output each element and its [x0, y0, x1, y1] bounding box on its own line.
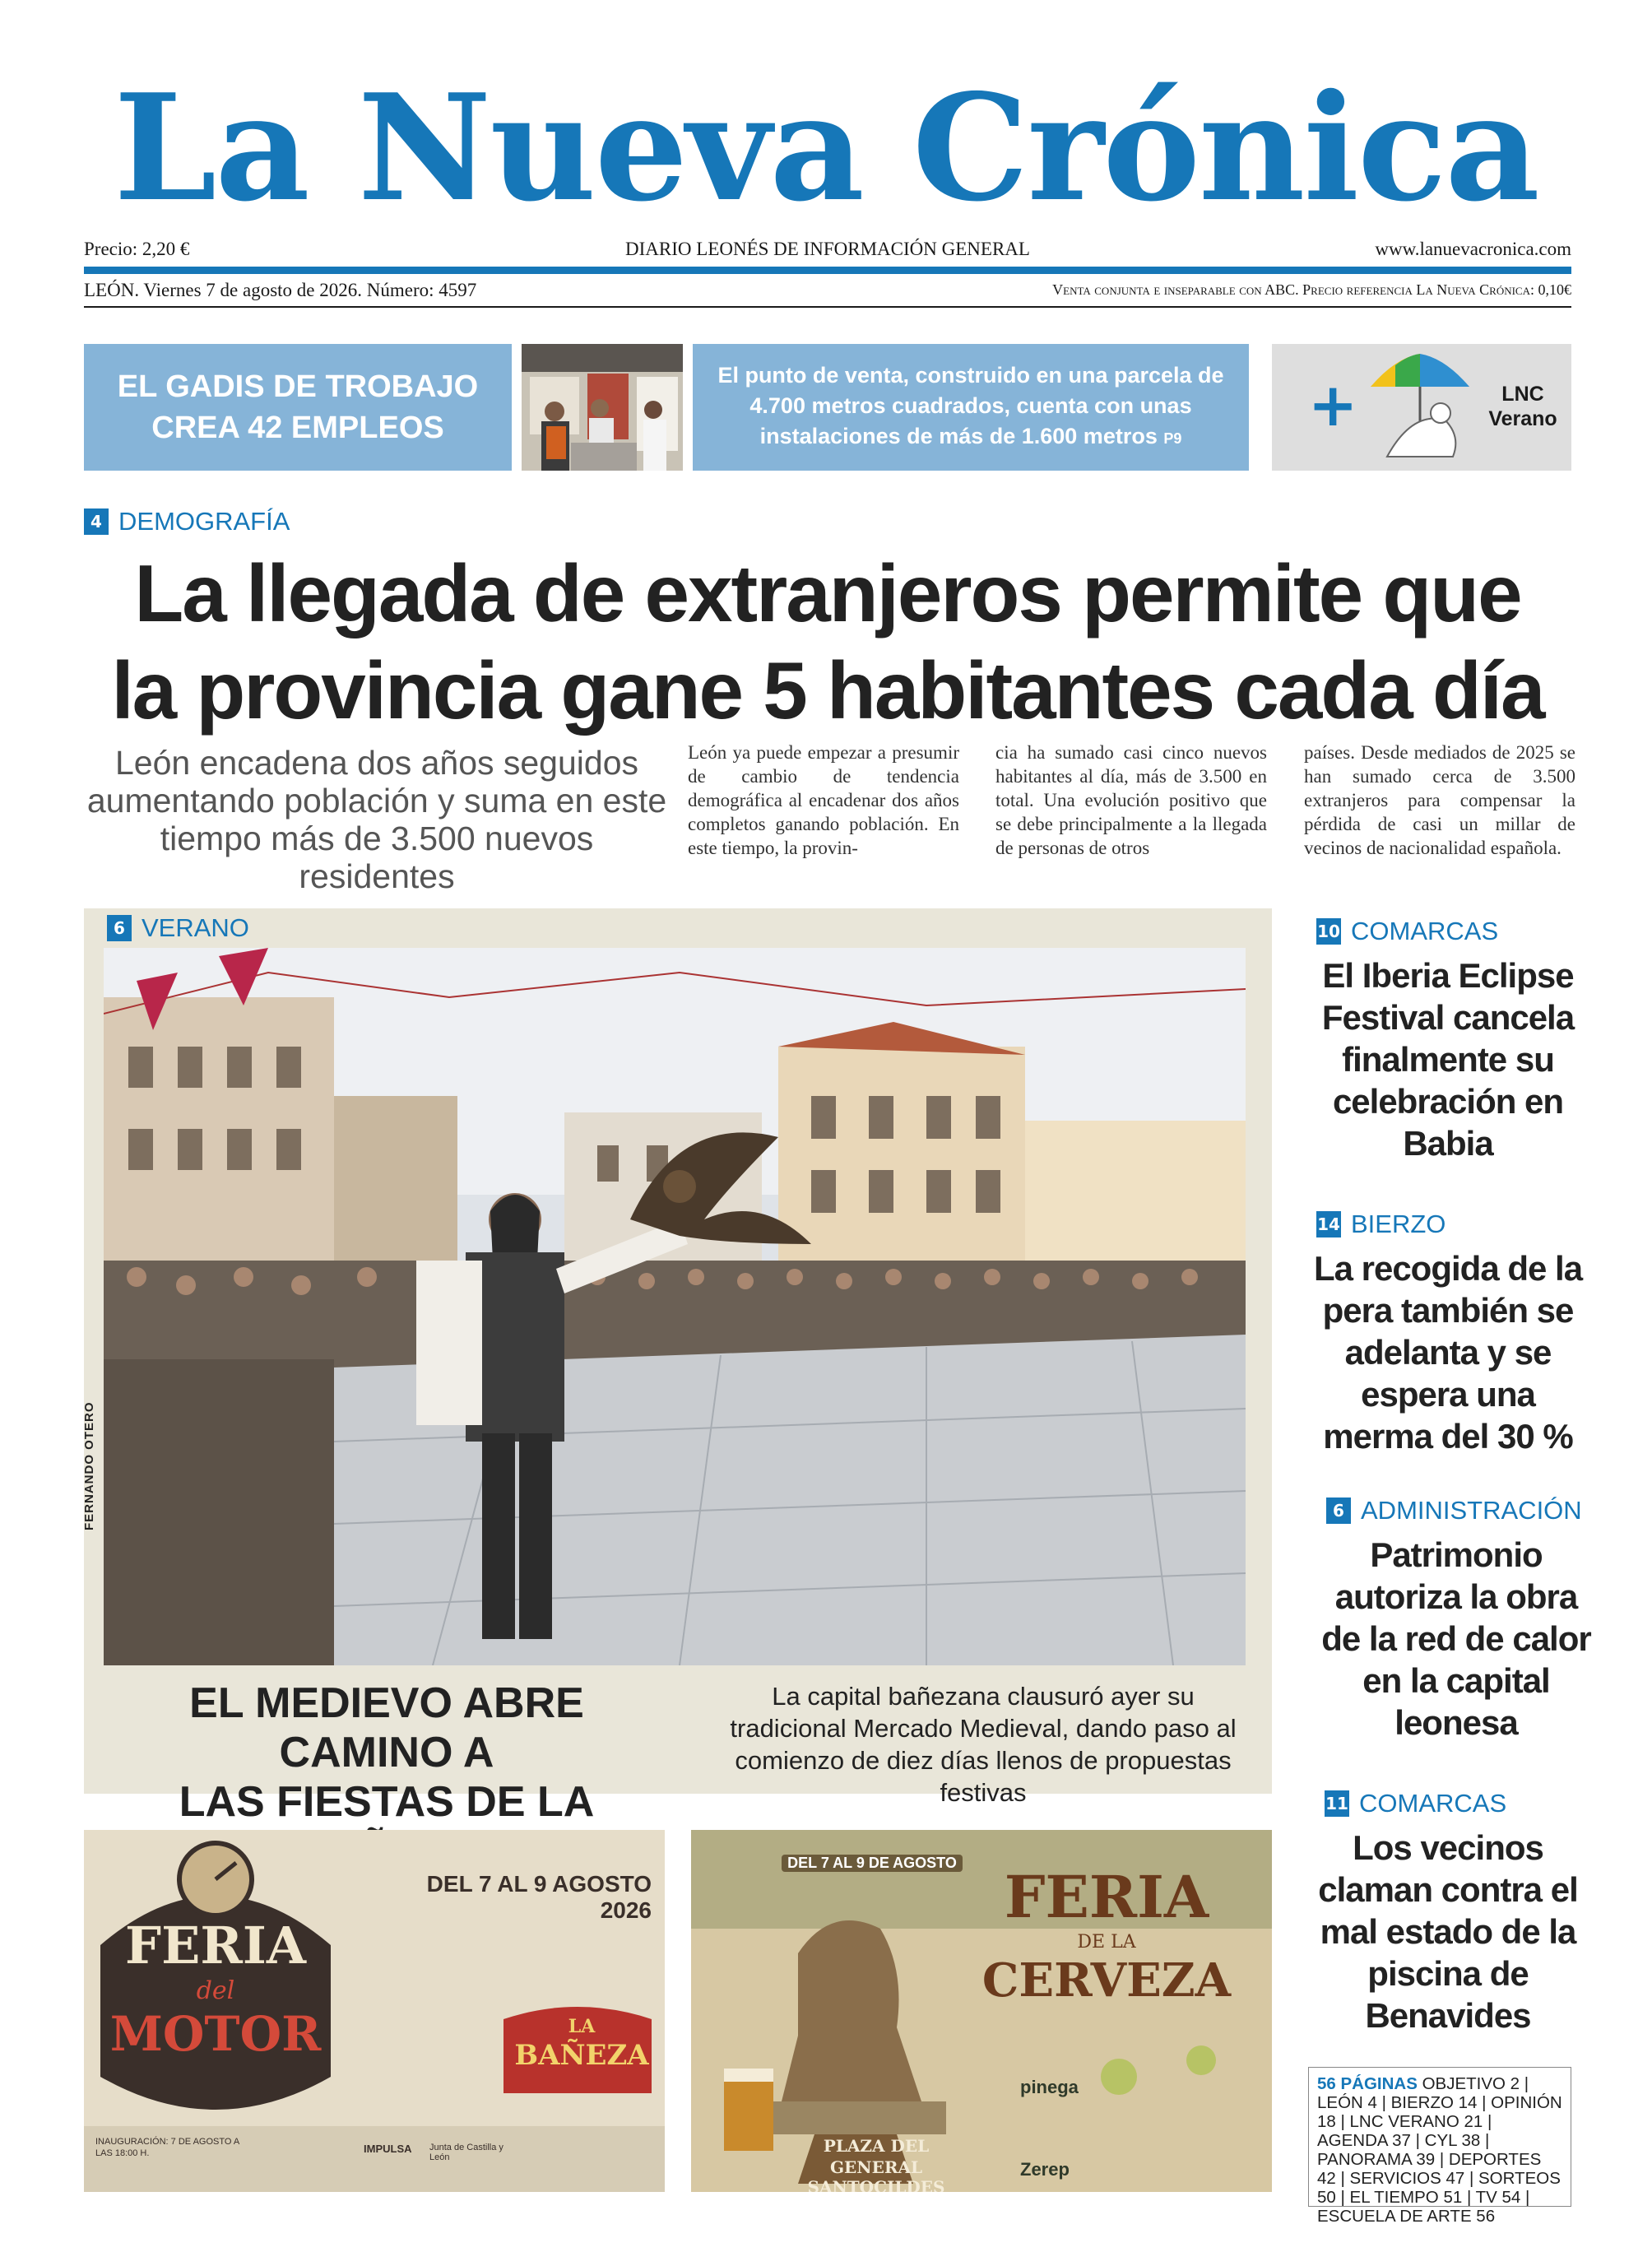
side-story-2-headline[interactable]: La recogida de la pera también se adelanta y se espera una merma del 30 %: [1313, 1249, 1583, 1456]
promo-line-2: CREA 42 EMPLEOS: [151, 411, 444, 445]
cerveza-sponsor-2: Zerep: [1020, 2159, 1070, 2180]
feria-cerveza-ad[interactable]: [691, 1830, 1272, 2192]
dateline-rule: [84, 306, 1571, 308]
lnc-label: LNC: [1501, 383, 1544, 406]
side-story-4-kicker: [1325, 1789, 1506, 1818]
promo-page-ref: P9: [1163, 430, 1182, 447]
motor-town-2: BAÑEZA: [514, 2039, 649, 2072]
verano-headline-line-1: EL MEDIEVO ABRE CAMINO A: [189, 1679, 584, 1776]
masthead-topline: [84, 239, 1571, 265]
motor-title-2: del: [196, 1976, 235, 2005]
plus-icon: +: [1308, 370, 1358, 439]
verano-kicker: [107, 913, 249, 943]
promo-photo: [522, 344, 683, 471]
page-count: 56 PÁGINAS: [1317, 2074, 1418, 2093]
page-badge: 11: [1325, 1790, 1349, 1817]
section-label: COMARCAS: [1359, 1789, 1507, 1818]
side-story-2-kicker: [1316, 1210, 1446, 1239]
side-story-1-headline[interactable]: El Iberia Eclipse Festival cancela finalmente su celebración en Babia: [1321, 956, 1575, 1163]
cerveza-title-1: FERIA: [1004, 1863, 1209, 1931]
section-label: ADMINISTRACIÓN: [1361, 1496, 1582, 1525]
motor-town-1: LA: [568, 2016, 596, 2037]
motor-sponsor-1: IMPULSA: [364, 2143, 412, 2155]
side-story-1-kicker: [1316, 917, 1498, 946]
beach-umbrella-icon: [1362, 354, 1478, 465]
lead-body-col-1: León ya puede empezar a presumir de cambio de tendencia demográfica al encadenar dos años completos ganando población. En este tiempo, la provin-: [688, 742, 959, 858]
page-badge: 6: [1326, 1498, 1351, 1524]
motor-title-1: FERIA: [125, 1915, 306, 1976]
verano-headline-line-2: LAS FIESTAS DE LA: [179, 1778, 595, 1826]
promo-gadis-text[interactable]: [693, 344, 1249, 471]
lead-headline-line-1: La llegada de extranjeros permite que: [134, 548, 1521, 638]
section-label: COMARCAS: [1351, 917, 1499, 945]
promo-body: El punto de venta, construido en una parcela de 4.700 metros cuadrados, cuenta con unas instalaciones de más de 1.600 metros: [717, 363, 1224, 448]
newspaper-title: La Nueva Crónica: [114, 62, 1538, 234]
masthead-rule: [84, 267, 1571, 274]
side-story-3-kicker: [1326, 1496, 1582, 1525]
abc-note: Venta conjunta e inseparable con ABC. Precio referencia La Nueva Crónica: 0,10€: [1052, 281, 1571, 298]
index-entries: OBJETIVO 2 | LEÓN 4 | BIERZO 14 | OPINIÓN 18 | LNC VERANO 21 | AGENDA 37 | CYL 38 | PANORAMA 39 | DEPORTES 42 | SERVICIOS 47 | SORTEOS 50 | EL TIEMPO 51 | TV 54 | ESCUELA DE ARTE 56: [1317, 2074, 1562, 2226]
lead-headline[interactable]: [84, 545, 1571, 739]
cerveza-place-1: PLAZA DEL: [823, 2136, 930, 2156]
verano-label: Verano: [1488, 407, 1557, 430]
page-index: [1308, 2067, 1571, 2226]
promo-gadis-headline[interactable]: [84, 344, 512, 471]
falconry-photo[interactable]: [104, 948, 1246, 1665]
promo-line-1: EL GADIS DE TROBAJO: [117, 369, 479, 404]
cerveza-title-3: CERVEZA: [981, 1953, 1232, 2008]
medieval-market-photo: [104, 948, 1246, 1665]
motor-title-3: MOTOR: [109, 2006, 322, 2062]
cerveza-sponsor-1: pinega: [1020, 2077, 1079, 2097]
tagline: DIARIO LEONÉS DE INFORMACIÓN GENERAL: [625, 239, 1030, 259]
lnc-verano-promo[interactable]: [1272, 344, 1571, 471]
side-story-4-headline[interactable]: Los vecinos claman contra el mal estado de la piscina de Benavides: [1318, 1828, 1578, 2035]
dateline-row: [84, 280, 1571, 304]
supermarket-photo: [522, 344, 683, 471]
page-badge: 6: [107, 915, 132, 941]
lead-kicker: [84, 507, 290, 536]
lead-body-col-3: países. Desde mediados de 2025 se han sumado cerca de 3.500 extranjeros para compensar la pérdida de casi un millar de vecinos de nacionalidad española.: [1304, 742, 1575, 858]
feria-motor-ad[interactable]: [84, 1830, 665, 2192]
website-link[interactable]: www.lanuevacronica.com: [1375, 239, 1571, 259]
section-label: BIERZO: [1351, 1210, 1446, 1238]
section-label: VERANO: [142, 913, 249, 942]
motor-footer: INAUGURACIÓN: 7 DE AGOSTO A LAS 18:00 H.: [95, 2137, 239, 2158]
cerveza-dates: DEL 7 AL 9 DE AGOSTO: [782, 1855, 963, 1872]
lead-subhead: León encadena dos años seguidos aumentando población y suma en este tiempo más de 3.500 nuevos residentes: [86, 744, 667, 895]
lead-body-col-2: cia ha sumado casi cinco nuevos habitantes al día, más de 3.500 en total. Una evolución positivo que se debe principalmente a la llegada de personas de otros: [995, 742, 1267, 858]
dateline: LEÓN. Viernes 7 de agosto de 2026. Número: 4597: [84, 280, 477, 300]
page-badge: 4: [84, 508, 109, 535]
photo-credit: FERNANDO OTERO: [82, 1401, 96, 1530]
verano-subhead: La capital bañezana clausuró ayer su tradicional Mercado Medieval, dando paso al comienzo de diez días llenos de propuestas festivas: [730, 1682, 1237, 1807]
page-badge: 14: [1316, 1211, 1341, 1237]
price-label: Precio: 2,20 €: [84, 239, 190, 259]
motor-dates: DEL 7 AL 9 AGOSTO 2026: [426, 1871, 652, 1923]
page-badge: 10: [1316, 918, 1341, 945]
cerveza-title-2: DE LA: [1077, 1932, 1136, 1953]
section-label: DEMOGRAFÍA: [118, 507, 290, 536]
lead-headline-line-2: la provincia gane 5 habitantes cada día: [111, 645, 1544, 736]
motor-sponsor-2: Junta de Castilla y León: [429, 2143, 503, 2162]
cerveza-place-2: GENERAL SANTOCILDES: [807, 2157, 945, 2192]
side-story-3-headline[interactable]: Patrimonio autoriza la obra de la red de calor en la capital leonesa: [1321, 1535, 1591, 1742]
